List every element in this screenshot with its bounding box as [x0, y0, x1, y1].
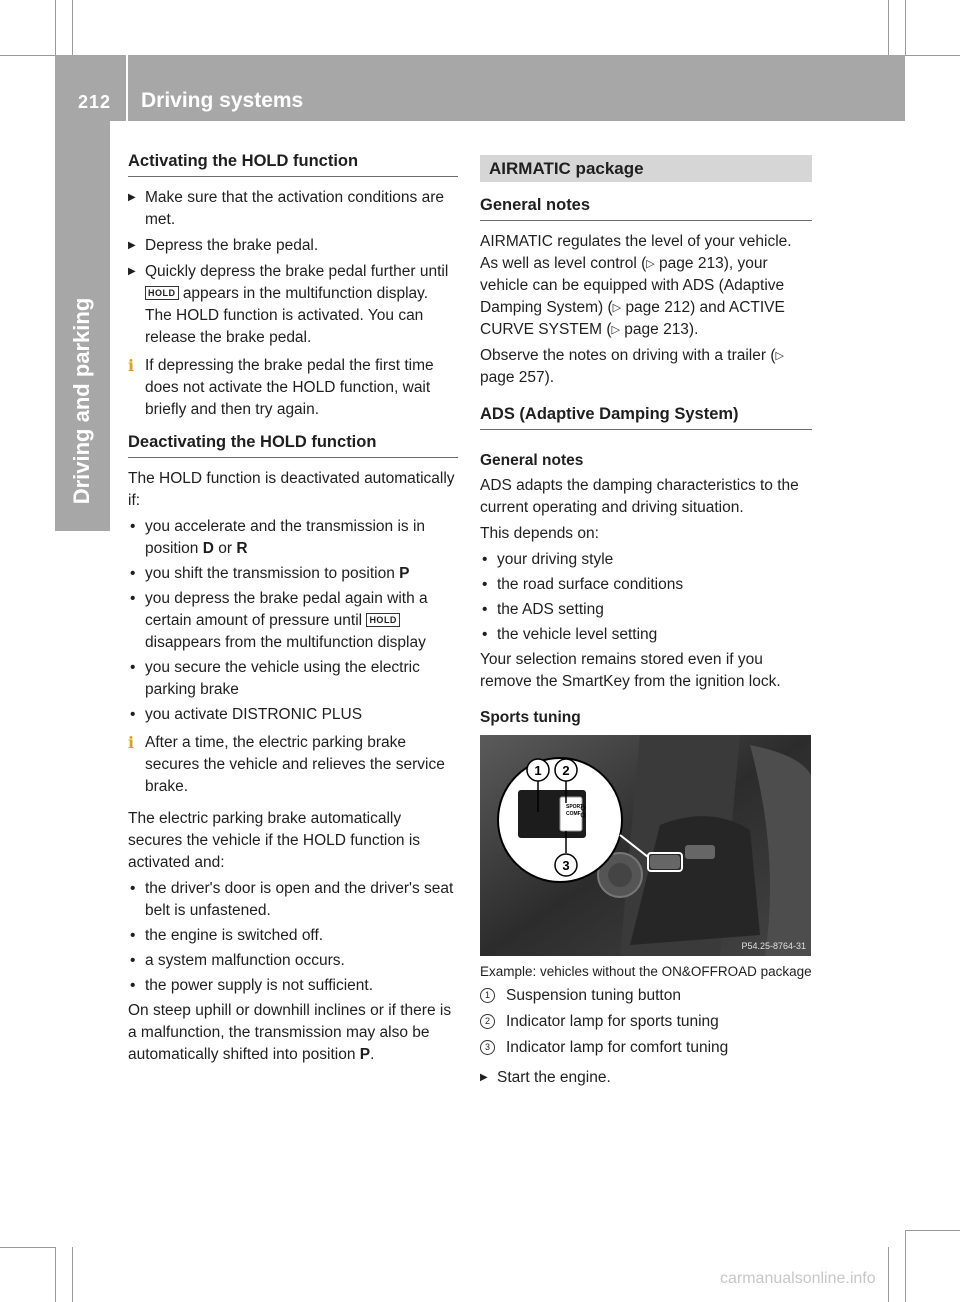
bullet-item: • a system malfunction occurs. — [128, 950, 458, 972]
crop-mark — [905, 1230, 960, 1231]
section-heading-deactivate: Deactivating the HOLD function — [128, 431, 458, 458]
bullet-item: • you secure the vehicle using the electric parking brake — [128, 657, 458, 701]
paragraph — [480, 345, 812, 389]
paragraph: Your selection remains stored even if you remove the SmartKey from the ignition lock. — [480, 651, 781, 690]
figure-caption: Example: vehicles without the ON&OFFROAD package — [480, 964, 812, 979]
center-console-photo — [480, 735, 811, 956]
bullet-item — [128, 516, 458, 560]
crop-mark — [905, 1230, 906, 1302]
paragraph-text: On steep uphill or downhill inclines or if there is a malfunction, the transmission may also be automatically shifted into position — [128, 1002, 452, 1063]
step-text: Quickly depress the brake pedal further until — [145, 263, 449, 280]
legend-item — [480, 1011, 812, 1033]
paragraph-text: Observe the notes on driving with a trailer ( — [480, 347, 776, 364]
step-item: ▶ Depress the brake pedal. — [128, 235, 458, 257]
legend-item — [480, 1037, 812, 1059]
page-ref: page 213), your vehicle can be equipped with ADS (Adaptive Damping System) ( — [480, 255, 785, 316]
step-result: The HOLD function is activated. You can release the brake pedal. — [145, 307, 424, 346]
page-ref-arrow-icon: ▷ — [646, 258, 655, 270]
crop-mark — [55, 0, 56, 55]
bullet-item: • the road surface conditions — [480, 574, 812, 596]
page-ref: page 257). — [480, 369, 555, 386]
page-ref-arrow-icon: ▷ — [775, 350, 784, 362]
bullet-item — [128, 563, 458, 585]
chapter-title: Driving systems — [141, 89, 304, 112]
bullet-item: • the ADS setting — [480, 599, 812, 621]
header-separator — [126, 55, 128, 121]
hold-icon: HOLD — [145, 286, 179, 300]
bullet-text: you shift the transmission to position — [145, 565, 395, 582]
gear-position: D — [202, 540, 214, 557]
paragraph: This depends on: — [480, 525, 599, 542]
page-number: 212 — [78, 92, 112, 112]
callout-2: 2 — [562, 763, 570, 778]
info-icon: i — [128, 356, 135, 375]
crop-mark — [0, 1247, 55, 1248]
paragraph — [128, 1000, 458, 1066]
crop-mark — [905, 0, 906, 55]
crop-mark — [55, 1247, 56, 1302]
section-heading-ads: ADS (Adaptive Damping System) — [480, 403, 812, 430]
info-note — [128, 732, 458, 798]
gear-position: P — [399, 565, 410, 582]
step-item: ▶ Make sure that the activation conditions are met. — [128, 187, 458, 231]
bullet-text: or — [218, 540, 233, 557]
page-ref: page 213). — [624, 321, 699, 338]
info-text: After a time, the electric parking brake secures the vehicle and relieves the service brake. — [145, 734, 445, 795]
legend-number: 2 — [480, 1014, 495, 1029]
gear-position: P — [359, 1046, 371, 1063]
hold-icon: HOLD — [366, 613, 400, 627]
page-ref: page 212) and ACTIVE CURVE SYSTEM ( — [480, 299, 785, 338]
bullet-item: • the engine is switched off. — [128, 925, 458, 947]
bullet-item: • you activate DISTRONIC PLUS — [128, 704, 458, 726]
page-ref-arrow-icon: ▷ — [612, 302, 622, 314]
bullet-item: • the driver's door is open and the driver's seat belt is unfastened. — [128, 878, 458, 922]
legend-text: Indicator lamp for comfort tuning — [506, 1039, 729, 1056]
subheading-sports-tuning: Sports tuning — [480, 709, 581, 726]
photo-code: P54.25-8764-31 — [741, 941, 806, 951]
bullet-item: • your driving style — [480, 549, 812, 571]
paragraph-text: AIRMATIC regulates the level of your vehicle. As well as level control ( — [480, 233, 792, 272]
legend-number: 3 — [480, 1040, 495, 1055]
paragraph — [480, 231, 812, 341]
step-item: ▶ Start the engine. — [480, 1067, 812, 1089]
bullet-item: • the power supply is not sufficient. — [128, 975, 458, 997]
crop-mark — [72, 0, 73, 55]
gear-position: R — [236, 540, 248, 557]
bullet-text: you depress the brake pedal again with a certain amount of pressure until — [145, 590, 428, 629]
crop-mark — [0, 55, 55, 56]
bullet-text: you accelerate and the transmission is in position — [145, 518, 426, 557]
legend-number: 1 — [480, 988, 495, 1003]
info-note — [128, 355, 458, 421]
step-text: appears in the multifunction display. — [182, 285, 429, 302]
bullet-text: disappears from the multifunction display — [145, 634, 426, 651]
section-heading-general-notes: General notes — [480, 194, 812, 221]
paragraph: ADS adapts the damping characteristics to the current operating and driving situation. — [480, 477, 799, 516]
callout-3: 3 — [562, 858, 570, 873]
page-ref-arrow-icon: ▷ — [611, 324, 620, 336]
info-text: If depressing the brake pedal the first time does not activate the HOLD function, wait briefly and then try again. — [145, 357, 434, 418]
bullet-item — [128, 588, 458, 654]
legend-item — [480, 985, 812, 1007]
legend-text: Indicator lamp for sports tuning — [506, 1013, 719, 1030]
section-title-box: AIRMATIC package — [480, 155, 812, 182]
crop-mark — [72, 1247, 73, 1302]
paragraph-text: . — [370, 1046, 375, 1063]
legend-text: Suspension tuning button — [506, 987, 681, 1004]
crop-mark — [888, 0, 889, 55]
step-item — [128, 261, 458, 349]
bullet-item: • the vehicle level setting — [480, 624, 812, 646]
left-column — [128, 150, 458, 1070]
section-heading-activate: Activating the HOLD function — [128, 150, 458, 177]
subheading-general-notes: General notes — [480, 452, 584, 469]
crop-mark — [888, 1247, 889, 1302]
info-icon: i — [128, 733, 135, 752]
callout-1: 1 — [534, 763, 542, 778]
comf-label: COMF — [566, 811, 581, 817]
right-column — [480, 155, 812, 1093]
paragraph: The electric parking brake automatically secures the vehicle if the HOLD function is activated and: — [128, 810, 421, 871]
paragraph: The HOLD function is deactivated automatically if: — [128, 470, 455, 509]
side-tab-label: Driving and parking — [69, 297, 94, 505]
watermark: carmanualsonline.info — [720, 1270, 876, 1287]
crop-mark — [905, 55, 960, 56]
sport-label: SPORT — [566, 804, 584, 810]
